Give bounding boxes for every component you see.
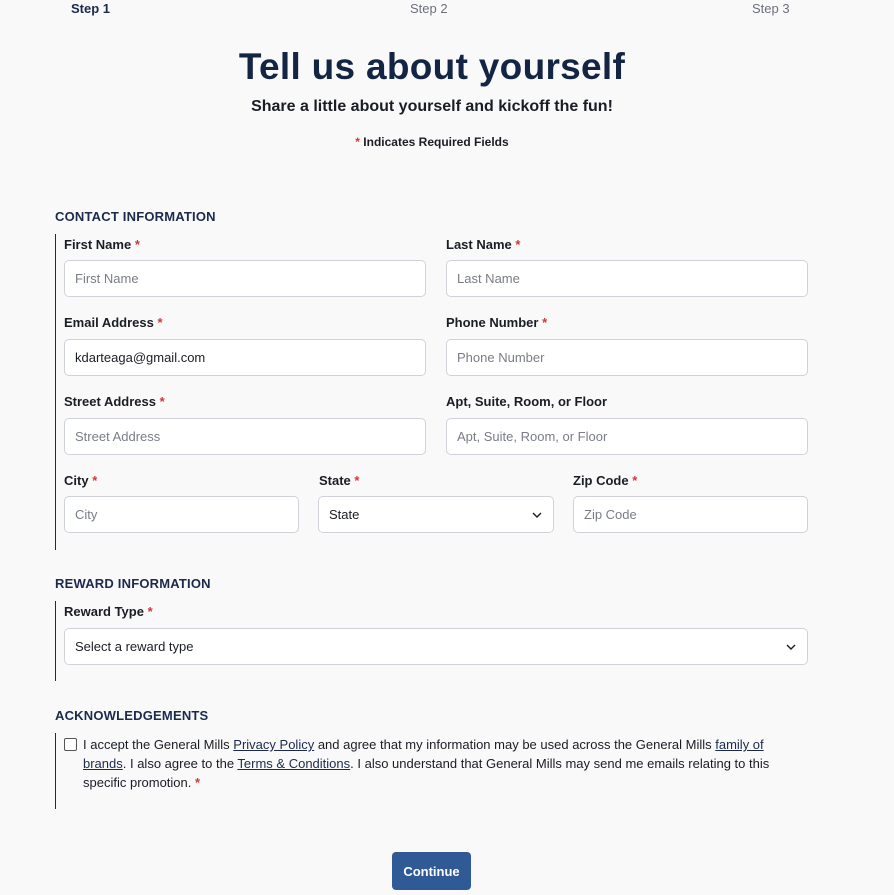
step-2: Step 2 (410, 1, 448, 16)
page-subtitle: Share a little about yourself and kickoff the fun! (251, 98, 613, 115)
reward-type-label: Reward Type * (64, 604, 153, 619)
required-fields-note (0, 135, 864, 149)
zip-input[interactable] (573, 496, 808, 533)
acknowledgement-text: I accept the General Mills Privacy Policy and agree that my information may be used across the General Mills family of brands. I also agree to the Terms & Conditions. I also understand that General Mills may send me emails relating to this specific promotion. * (83, 737, 770, 790)
last-name-input[interactable] (446, 260, 808, 297)
family-of-brands-link[interactable]: family of brands (83, 737, 764, 771)
contact-section-rule (55, 234, 56, 550)
state-select[interactable] (318, 496, 554, 533)
ack-section-rule (55, 733, 56, 809)
email-input[interactable] (64, 339, 426, 376)
zip-label: Zip Code * (573, 473, 638, 488)
state-label: State * (319, 473, 360, 488)
street-label: Street Address * (64, 394, 165, 409)
reward-type-select-value: Select a reward type (75, 639, 194, 654)
required-asterisk: * (355, 135, 360, 149)
reward-type-select[interactable] (64, 628, 808, 665)
last-name-label: Last Name * (446, 237, 521, 252)
progress-steps (0, 1, 894, 19)
city-input[interactable] (64, 496, 299, 533)
step-3: Step 3 (752, 1, 790, 16)
apt-input[interactable] (446, 418, 808, 455)
reward-section-heading: REWARD INFORMATION (55, 576, 211, 591)
state-select-value: State (329, 507, 360, 522)
street-input[interactable] (64, 418, 426, 455)
required-note-text: Indicates Required Fields (359, 135, 509, 149)
apt-label: Apt, Suite, Room, or Floor (446, 394, 608, 409)
chevron-down-icon (531, 509, 543, 521)
ack-section-heading: ACKNOWLEDGEMENTS (55, 708, 209, 723)
email-label: Email Address * (64, 315, 163, 330)
step-1: Step 1 (71, 1, 111, 16)
accept-terms-checkbox[interactable] (64, 738, 77, 751)
privacy-policy-link[interactable]: Privacy Policy (233, 737, 315, 752)
city-label: City * (64, 473, 98, 488)
reward-section-rule (55, 601, 56, 681)
page-title: Tell us about yourself (238, 46, 626, 87)
terms-conditions-link[interactable]: Terms & Conditions (237, 756, 351, 771)
chevron-down-icon (785, 641, 797, 653)
continue-button[interactable]: Continue (392, 852, 471, 890)
first-name-input[interactable] (64, 260, 426, 297)
phone-input[interactable] (446, 339, 808, 376)
phone-label: Phone Number * (446, 315, 548, 330)
contact-section-heading: CONTACT INFORMATION (55, 209, 216, 224)
first-name-label: First Name * (64, 237, 140, 252)
